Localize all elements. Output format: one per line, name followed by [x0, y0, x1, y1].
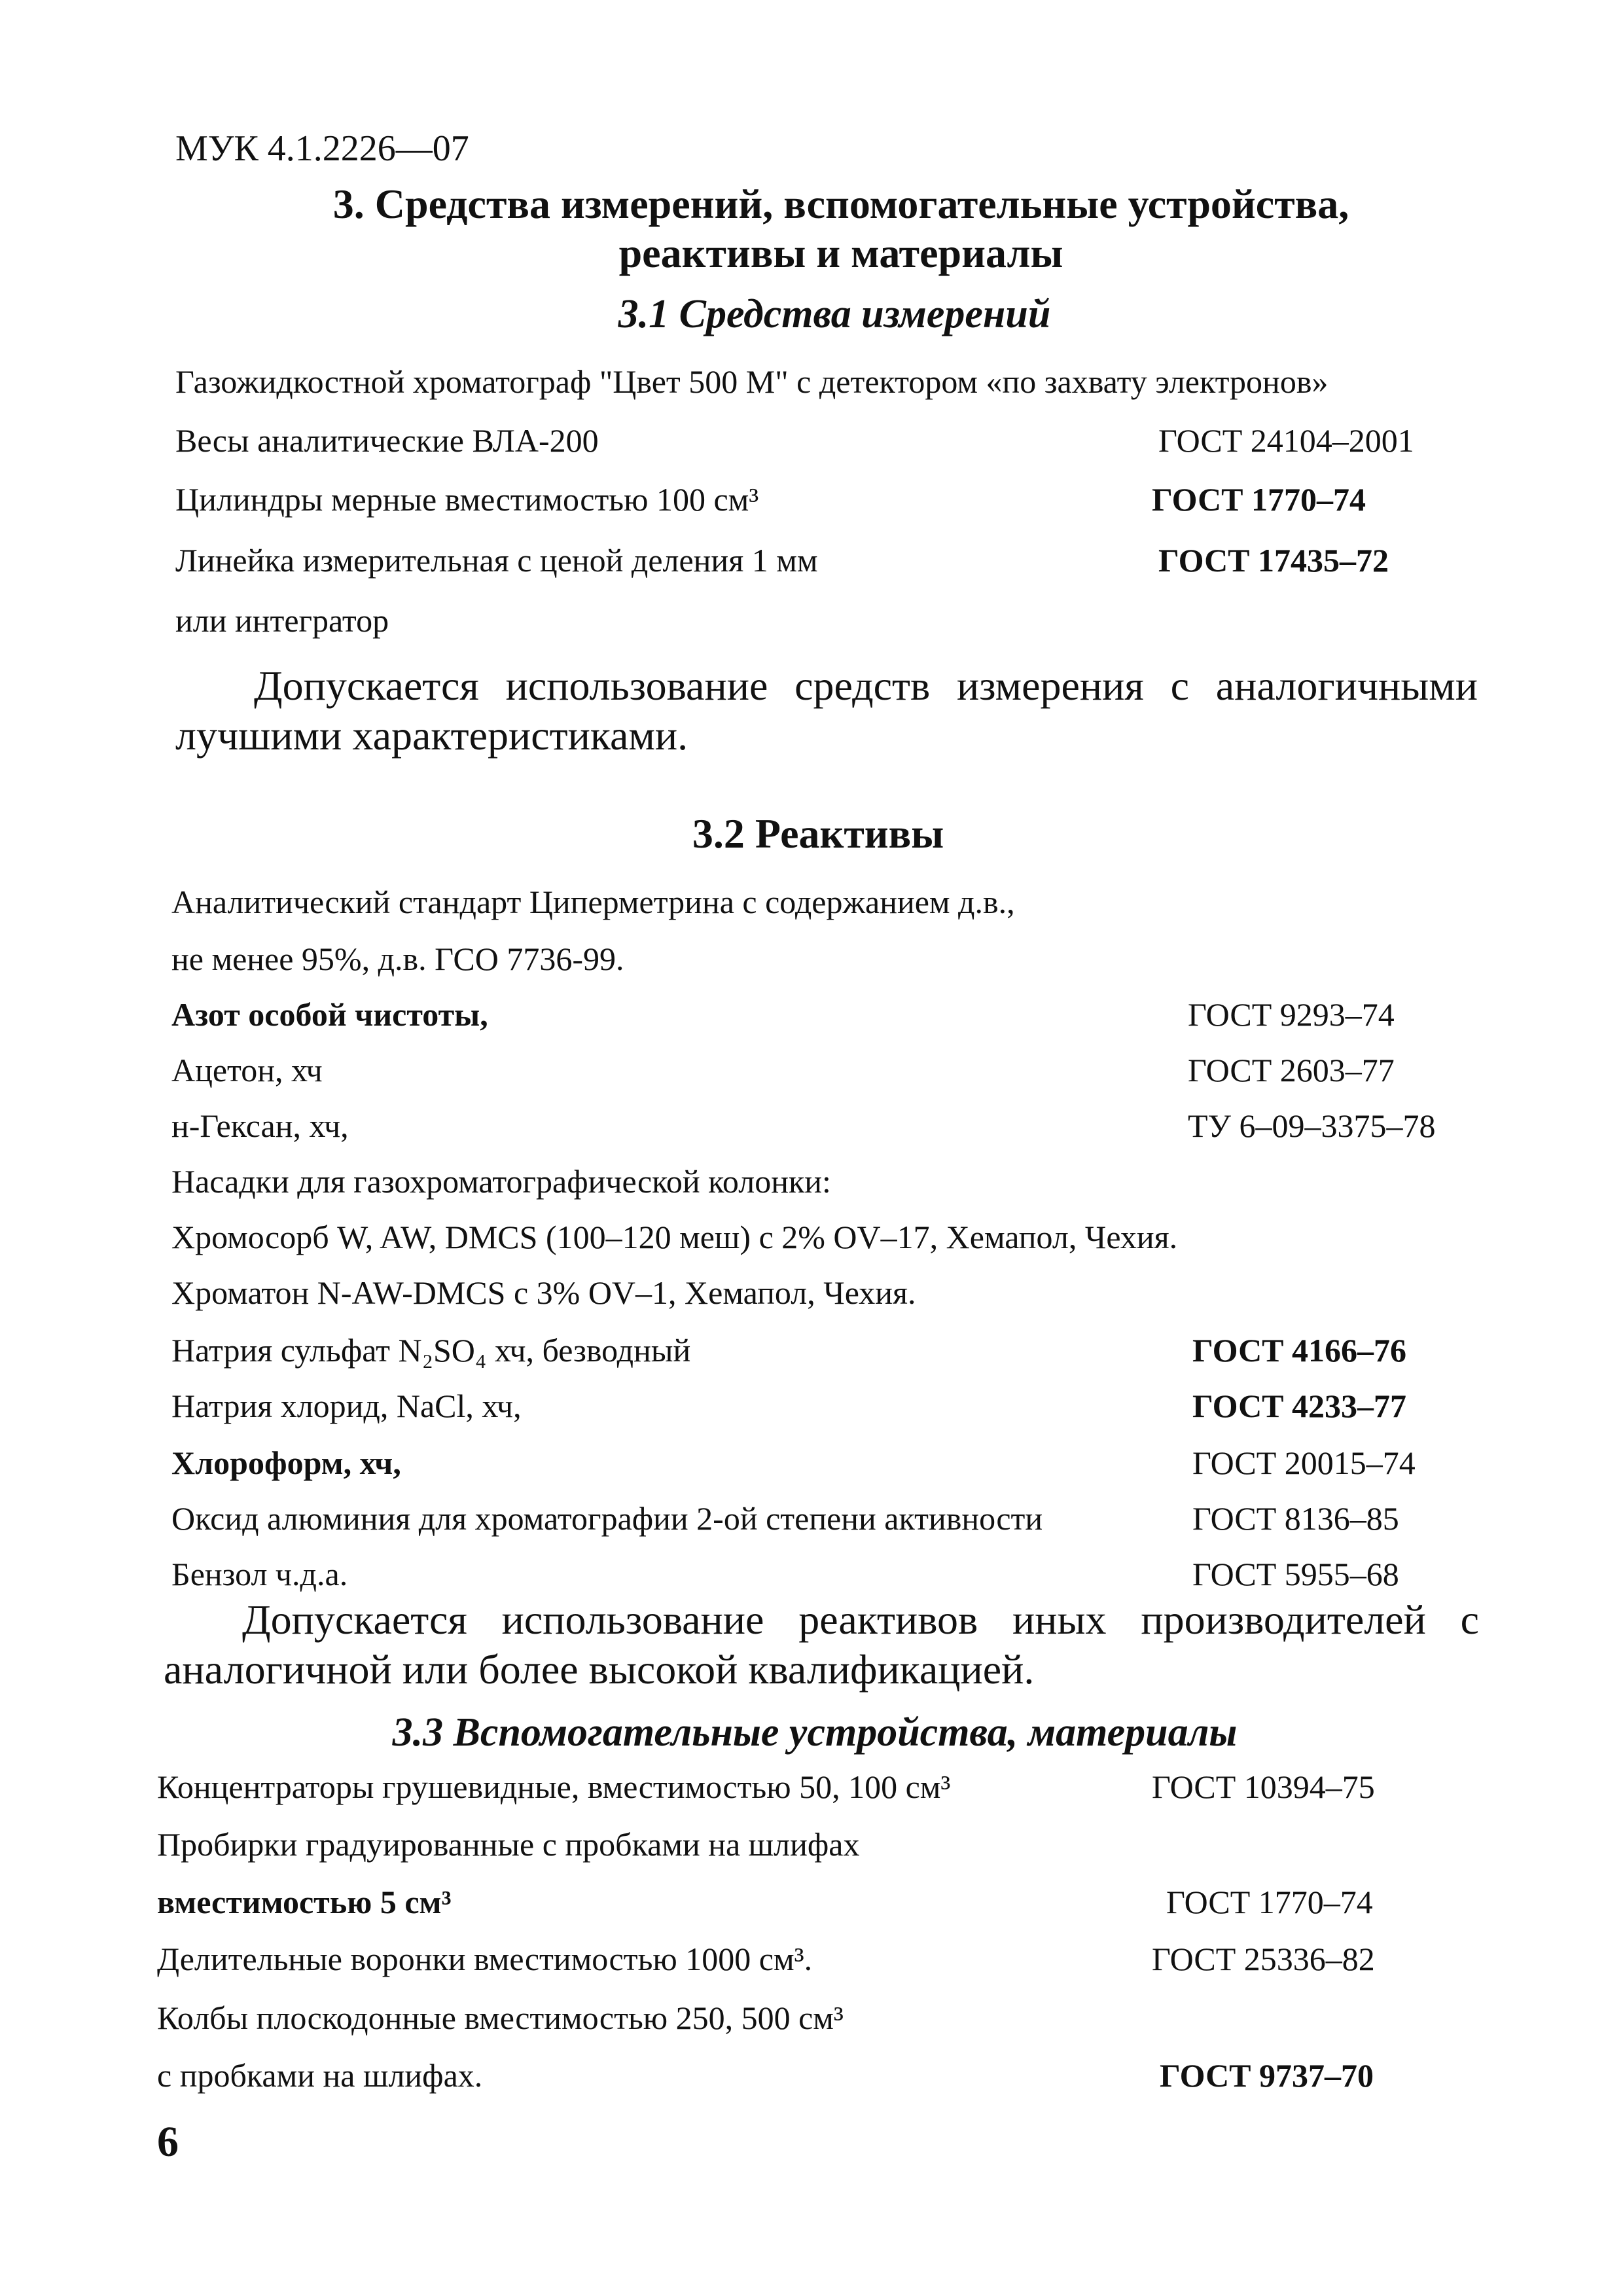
reagent-standard: ГОСТ 9293–74 [1188, 996, 1395, 1033]
reagent-name: Насадки для газохроматографической колонки: [171, 1163, 831, 1200]
equipment-name: Концентраторы грушевидные, вместимостью 50, 100 см³ [157, 1768, 951, 1805]
reagent-name: Натрия сульфат N₂SO₄ хч, безводный [171, 1332, 691, 1369]
subsection-title-3-2: 3.2 Реактивы [692, 810, 944, 857]
reagents-note: Допускается использование реактивов иных производителей с аналогичной или более высокой квалификацией. [164, 1596, 1479, 1693]
reagent-name: Бензол ч.д.а. [171, 1556, 348, 1592]
section-title-line1: 3. Средства измерений, вспомогательные устройства, [332, 181, 1349, 227]
equipment-name: с пробками на шлифах. [157, 2057, 483, 2094]
reagent-standard: ГОСТ 4166–76 [1192, 1332, 1407, 1369]
equipment-name: Колбы плоскодонные вместимостью 250, 500 см³ [157, 2000, 844, 2036]
measuring-item-name: Весы аналитические ВЛА-200 [175, 422, 599, 459]
reagent-name: Хромосорб W, AW, DMCS (100–120 меш) с 2% OV–17, Хемапол, Чехия. [171, 1219, 1178, 1255]
measuring-item-standard: ГОСТ 17435–72 [1158, 542, 1389, 579]
equipment-name: Пробирки градуированные с пробками на шлифах [157, 1826, 860, 1863]
document-code: МУК 4.1.2226—07 [175, 128, 469, 169]
reagent-standard: ГОСТ 5955–68 [1192, 1556, 1399, 1592]
equipment-name: Делительные воронки вместимостью 1000 см³. [157, 1941, 813, 1977]
equipment-standard: ГОСТ 9737–70 [1160, 2057, 1374, 2094]
reagent-name: Оксид алюминия для хроматографии 2-ой степени активности [171, 1500, 1043, 1537]
measuring-item-name: Газожидкостной хроматограф "Цвет 500 М" с детектором «по захвату электронов» [175, 363, 1329, 400]
reagent-standard: ГОСТ 8136–85 [1192, 1500, 1399, 1537]
reagent-name: Хлороформ, хч, [171, 1444, 401, 1481]
measuring-item-name: Линейка измерительная с ценой деления 1 мм [175, 542, 818, 579]
section-title-line2: реактивы и материалы [618, 230, 1063, 276]
reagent-name: Аналитический стандарт Циперметрина с содержанием д.в., [171, 884, 1015, 920]
subsection-title-3-1: 3.1 Средства измерений [618, 292, 1051, 336]
page-number: 6 [157, 2118, 179, 2166]
measuring-item-name: Цилиндры мерные вместимостью 100 см³ [175, 481, 759, 518]
equipment-standard: ГОСТ 25336–82 [1152, 1941, 1375, 1977]
measuring-note: Допускается использование средств измерения с аналогичными лучшими характеристиками. [175, 662, 1478, 759]
reagent-name: Хроматон N-AW-DMCS с 3% OV–1, Хемапол, Чехия. [171, 1274, 916, 1311]
reagent-standard: ТУ 6–09–3375–78 [1188, 1107, 1436, 1144]
reagent-name: Натрия хлорид, NaCl, хч, [171, 1388, 522, 1424]
reagent-name: Азот особой чистоты, [171, 996, 488, 1033]
equipment-name: вместимостью 5 см³ [157, 1884, 452, 1920]
reagent-name: н-Гексан, хч, [171, 1107, 349, 1144]
reagent-name: не менее 95%, д.в. ГСО 7736-99. [171, 941, 624, 977]
measuring-item-standard: ГОСТ 1770–74 [1152, 481, 1366, 518]
measuring-item-name: или интегратор [175, 602, 389, 639]
equipment-standard: ГОСТ 10394–75 [1152, 1768, 1375, 1805]
reagent-standard: ГОСТ 20015–74 [1192, 1444, 1416, 1481]
equipment-standard: ГОСТ 1770–74 [1166, 1884, 1373, 1920]
reagent-standard: ГОСТ 2603–77 [1188, 1052, 1395, 1088]
subsection-title-3-3: 3.3 Вспомогательные устройства, материалы [392, 1710, 1238, 1755]
measuring-item-standard: ГОСТ 24104–2001 [1158, 422, 1414, 459]
reagent-standard: ГОСТ 4233–77 [1192, 1388, 1407, 1424]
reagent-name: Ацетон, хч [171, 1052, 323, 1088]
